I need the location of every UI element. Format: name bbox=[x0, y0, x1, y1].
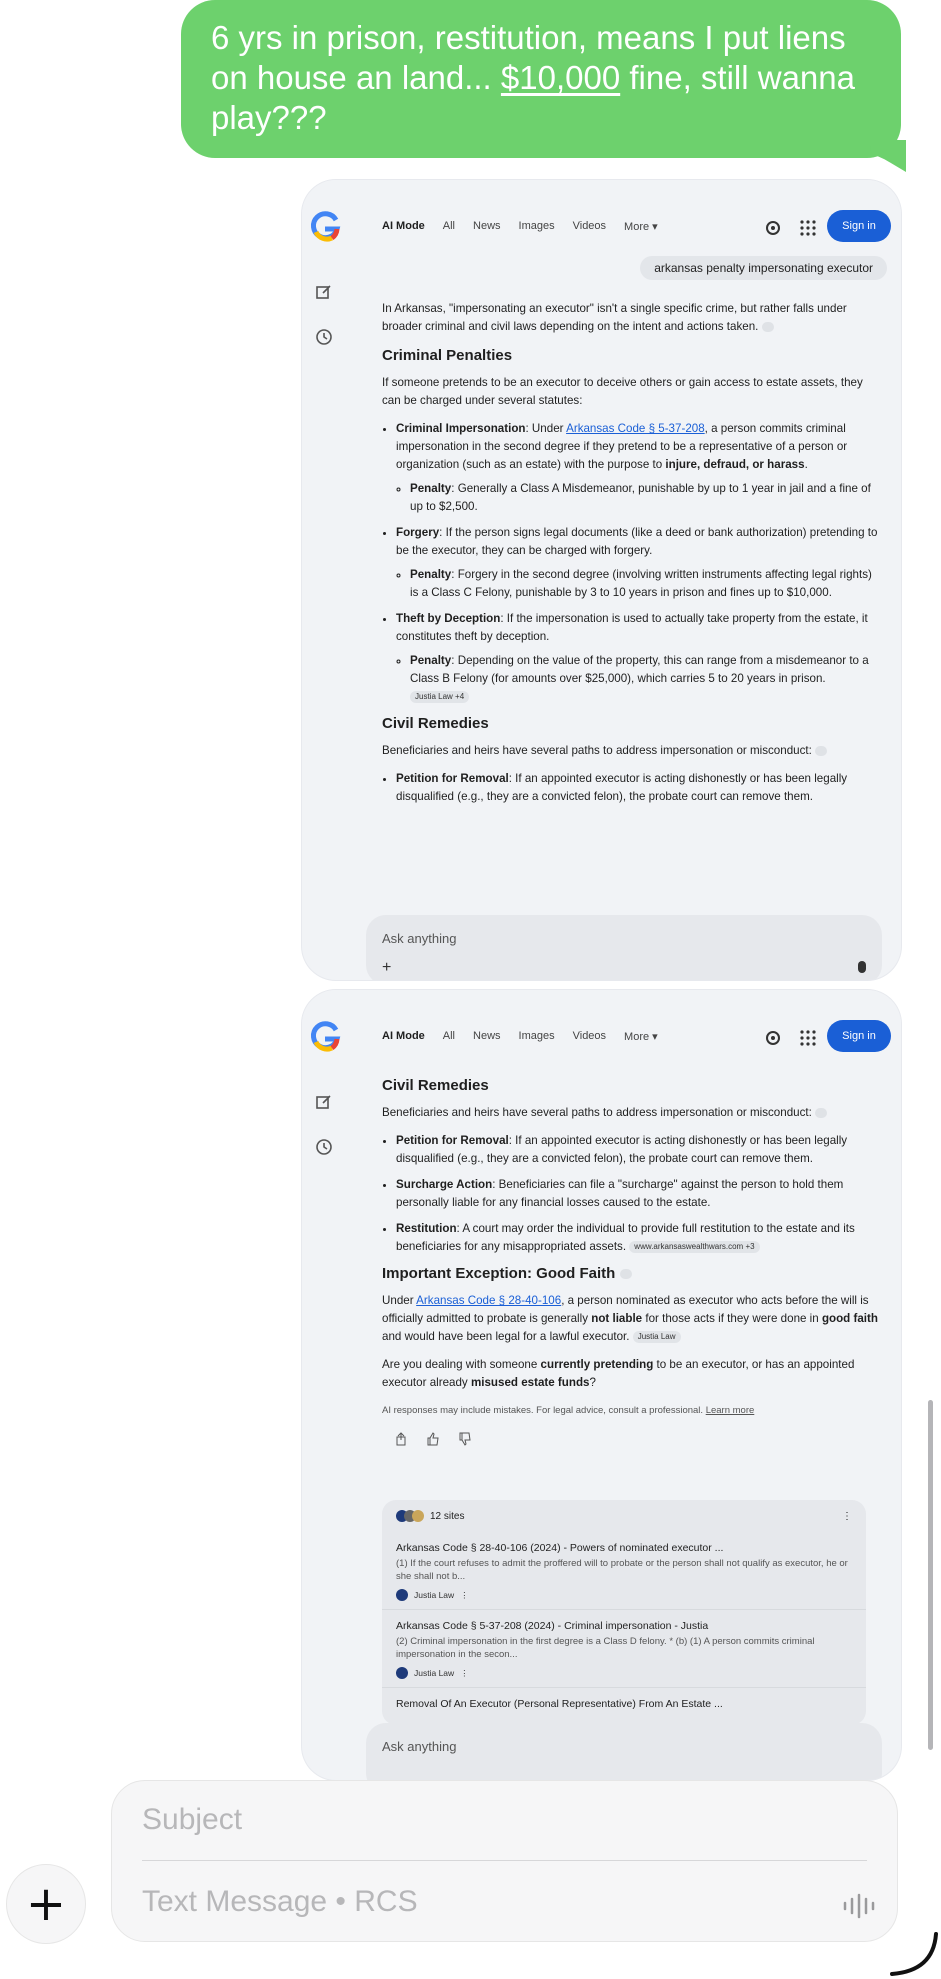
plus-icon[interactable]: + bbox=[382, 959, 392, 976]
tab-videos[interactable]: Videos bbox=[572, 220, 607, 232]
ask-placeholder: Ask anything bbox=[382, 1739, 457, 1754]
list-item: • Forgery: If the person signs legal documents (like a deed or bank authorization) pretending to be the executor, they can be charged with forgery. ◦ Penalty: Forgery in the second degree (involving written instruments affecting legal rights) is a Class C Felony, punishable by 3 to 10 years in prison and fines up to $10,000. bbox=[396, 524, 882, 602]
tab-images[interactable]: Images bbox=[518, 1030, 555, 1042]
new-chat-icon[interactable] bbox=[314, 1092, 334, 1112]
criminal-intro: If someone pretends to be an executor to deceive others or gain access to estate assets, they can be charged under several statutes: bbox=[382, 376, 863, 407]
link-icon[interactable] bbox=[762, 322, 774, 332]
heading-civil-remedies: Civil Remedies bbox=[382, 715, 489, 732]
tab-videos[interactable]: Videos bbox=[572, 1030, 607, 1042]
tab-news[interactable]: News bbox=[473, 1030, 501, 1042]
source-title: Arkansas Code § 5-37-208 (2024) - Criminal impersonation - Justia bbox=[396, 1620, 709, 1632]
search-tabs bbox=[382, 1030, 676, 1043]
screenshot-attachment-1[interactable] bbox=[302, 180, 901, 980]
search-topbar bbox=[302, 990, 901, 1080]
ask-anything-input[interactable] bbox=[366, 1723, 882, 1780]
new-chat-icon[interactable] bbox=[314, 282, 334, 302]
followup-question: Are you dealing with someone currently pretending to be an executor, or has an appointed executor already misused estate funds? bbox=[382, 1358, 855, 1389]
tab-news[interactable]: News bbox=[473, 220, 501, 232]
disclaimer: AI responses may include mistakes. For legal advice, consult a professional. Learn more bbox=[382, 1405, 755, 1416]
gear-icon[interactable] bbox=[762, 217, 784, 239]
source-card[interactable] bbox=[382, 1688, 866, 1721]
apps-grid-icon[interactable] bbox=[797, 217, 819, 239]
message-composer[interactable] bbox=[111, 1780, 898, 1942]
voice-waveform-icon[interactable] bbox=[841, 1891, 877, 1921]
link-icon[interactable] bbox=[620, 1269, 632, 1279]
sub-list-item: ◦ Penalty: Generally a Class A Misdemeanor, punishable by up to 1 year in jail and a fine of up to $2,500. bbox=[410, 480, 882, 516]
screenshot-attachment-2[interactable] bbox=[302, 990, 901, 1780]
list-item: • Restitution: A court may order the individual to provide full restitution to the estate and its beneficiaries for any misappropriated assets. www.arkansaswealthwars.com +3 bbox=[396, 1220, 882, 1256]
message-field[interactable]: Text Message • RCS bbox=[142, 1885, 418, 1918]
link-icon[interactable] bbox=[815, 1108, 827, 1118]
list-item: • Theft by Deception: If the impersonation is used to actually take property from the estate, it constitutes theft by deception. ◦ Penalty: Depending on the value of the property, this can range from a misdemeanor to a Class B Felony (for amounts over $25,000), which carries 5 to 20 years in prison. Justia Law +4 bbox=[396, 610, 882, 706]
history-icon[interactable] bbox=[314, 1137, 334, 1157]
mic-icon[interactable] bbox=[858, 961, 866, 973]
learn-more-link[interactable]: Learn more bbox=[705, 1405, 755, 1416]
heading-criminal-penalties: Criminal Penalties bbox=[382, 347, 513, 364]
message-amount: $10,000 bbox=[500, 59, 621, 96]
composer-divider bbox=[142, 1860, 867, 1861]
sub-list-item: ◦ Penalty: Depending on the value of the property, this can range from a misdemeanor to a Class B Felony (for amounts over $25,000), which carries 5 to 20 years in prison. Justia Law +4 bbox=[410, 652, 882, 706]
heading-good-faith: Important Exception: Good Faith bbox=[382, 1264, 882, 1284]
tab-all[interactable]: All bbox=[442, 220, 456, 232]
sub-list-item: ◦ Penalty: Forgery in the second degree (involving written instruments affecting legal rights) is a Class C Felony, punishable by 3 to 10 years in prison and fines up to $10,000. bbox=[410, 566, 882, 602]
search-tabs bbox=[382, 220, 676, 233]
source-desc: (1) If the court refuses to admit the proffered will to probate or the person shall not qualify as executor, he or she shall not b... bbox=[396, 1558, 848, 1582]
sources-header[interactable] bbox=[382, 1500, 866, 1532]
ai-answer-content bbox=[382, 1072, 882, 1446]
feedback-row bbox=[394, 1432, 882, 1446]
scrollbar[interactable] bbox=[928, 1400, 933, 1750]
source-card[interactable] bbox=[382, 1532, 866, 1610]
source-title: Arkansas Code § 28-40-106 (2024) - Powers of nominated executor ... bbox=[396, 1542, 724, 1554]
tab-more[interactable]: More ▾ bbox=[624, 221, 658, 233]
list-item: • Petition for Removal: If an appointed executor is acting dishonestly or has been legally disqualified (e.g., they are a convicted felon), the probate court can remove them. bbox=[396, 770, 882, 806]
ask-anything-input[interactable] bbox=[366, 915, 882, 980]
civil-intro: Beneficiaries and heirs have several paths to address impersonation or misconduct: bbox=[382, 1104, 882, 1122]
intro-text: In Arkansas, "impersonating an executor" isn't a single specific crime, but rather falls under broader criminal and civil laws depending on the intent and actions taken. bbox=[382, 302, 847, 333]
thumbs-up-icon[interactable] bbox=[426, 1432, 440, 1446]
source-site: Justia Law ⋮ bbox=[396, 1589, 852, 1601]
statute-link[interactable]: Arkansas Code § 5-37-208 bbox=[566, 422, 705, 435]
source-title: Removal Of An Executor (Personal Representative) From An Estate ... bbox=[396, 1698, 723, 1710]
list-item: • Petition for Removal: If an appointed executor is acting dishonestly or has been legally disqualified (e.g., they are a convicted felon), the probate court can remove them. bbox=[396, 1132, 882, 1168]
list-item: • Criminal Impersonation: Under Arkansas Code § 5-37-208, a person commits criminal impersonation in the second degree if they pretend to be a representative of a person or organization (such as an estate) with the purpose to injure, defraud, or harass. ◦ Penalty: Generally a Class A Misdemeanor, punishable by up to 1 year in jail and a fine of up to $2,500. bbox=[396, 420, 882, 516]
heading-civil-remedies: Civil Remedies bbox=[382, 1077, 489, 1094]
message-text-part1: 6 yrs in prison, restitution, means I put liens on house an land... bbox=[211, 19, 846, 96]
gear-icon[interactable] bbox=[762, 1027, 784, 1049]
source-chip[interactable]: Justia Law bbox=[633, 1331, 681, 1343]
more-options-icon[interactable]: ⋮ bbox=[460, 1589, 469, 1600]
apps-grid-icon[interactable] bbox=[797, 1027, 819, 1049]
sites-count: 12 sites bbox=[430, 1510, 465, 1522]
source-card[interactable] bbox=[382, 1610, 866, 1688]
list-item: • Surcharge Action: Beneficiaries can file a "surcharge" against the person to hold them personally liable for any financial losses caused to the estate. bbox=[396, 1176, 882, 1212]
message-text-part2: fine, still wanna play??? bbox=[211, 59, 855, 136]
add-attachment-button[interactable]: + bbox=[6, 1864, 86, 1944]
source-chip[interactable]: Justia Law +4 bbox=[410, 691, 469, 703]
corner-curve bbox=[888, 1932, 940, 1978]
sign-in-button[interactable]: Sign in bbox=[827, 1020, 891, 1052]
thumbs-down-icon[interactable] bbox=[458, 1432, 472, 1446]
user-query-bubble: arkansas penalty impersonating executor bbox=[640, 256, 887, 280]
subject-field[interactable]: Subject bbox=[142, 1803, 243, 1836]
exception-text: Under Arkansas Code § 28-40-106, a person nominated as executor who acts before the will is officially admitted to probate is generally not liable for those acts if they were done in good faith and would have been legal for a lawful executor. Justia Law bbox=[382, 1294, 878, 1343]
google-logo-icon bbox=[308, 1020, 342, 1054]
tab-ai-mode[interactable]: AI Mode bbox=[382, 220, 425, 232]
civil-intro: Beneficiaries and heirs have several paths to address impersonation or misconduct: bbox=[382, 742, 882, 760]
tab-images[interactable]: Images bbox=[518, 220, 555, 232]
more-options-icon[interactable]: ⋮ bbox=[460, 1667, 469, 1678]
link-icon[interactable] bbox=[815, 746, 827, 756]
share-icon[interactable] bbox=[394, 1432, 408, 1446]
source-chip[interactable]: www.arkansaswealthwars.com +3 bbox=[629, 1241, 759, 1253]
sign-in-button[interactable]: Sign in bbox=[827, 210, 891, 242]
tab-all[interactable]: All bbox=[442, 1030, 456, 1042]
google-logo-icon bbox=[308, 210, 342, 244]
ask-placeholder: Ask anything bbox=[382, 931, 457, 946]
tab-ai-mode[interactable]: AI Mode bbox=[382, 1030, 425, 1042]
ai-answer-content bbox=[382, 300, 882, 814]
sent-message-bubble[interactable] bbox=[181, 0, 901, 158]
sources-panel bbox=[382, 1500, 866, 1725]
history-icon[interactable] bbox=[314, 327, 334, 347]
tab-more[interactable]: More ▾ bbox=[624, 1031, 658, 1043]
more-options-icon[interactable]: ⋮ bbox=[842, 1510, 852, 1522]
statute-link[interactable]: Arkansas Code § 28-40-106 bbox=[416, 1294, 562, 1307]
site-avatar-icon bbox=[412, 1510, 424, 1522]
source-desc: (2) Criminal impersonation in the first degree is a Class D felony. * (b) (1) A person commits criminal impersonation in the secon... bbox=[396, 1636, 815, 1660]
source-site: Justia Law ⋮ bbox=[396, 1667, 852, 1679]
